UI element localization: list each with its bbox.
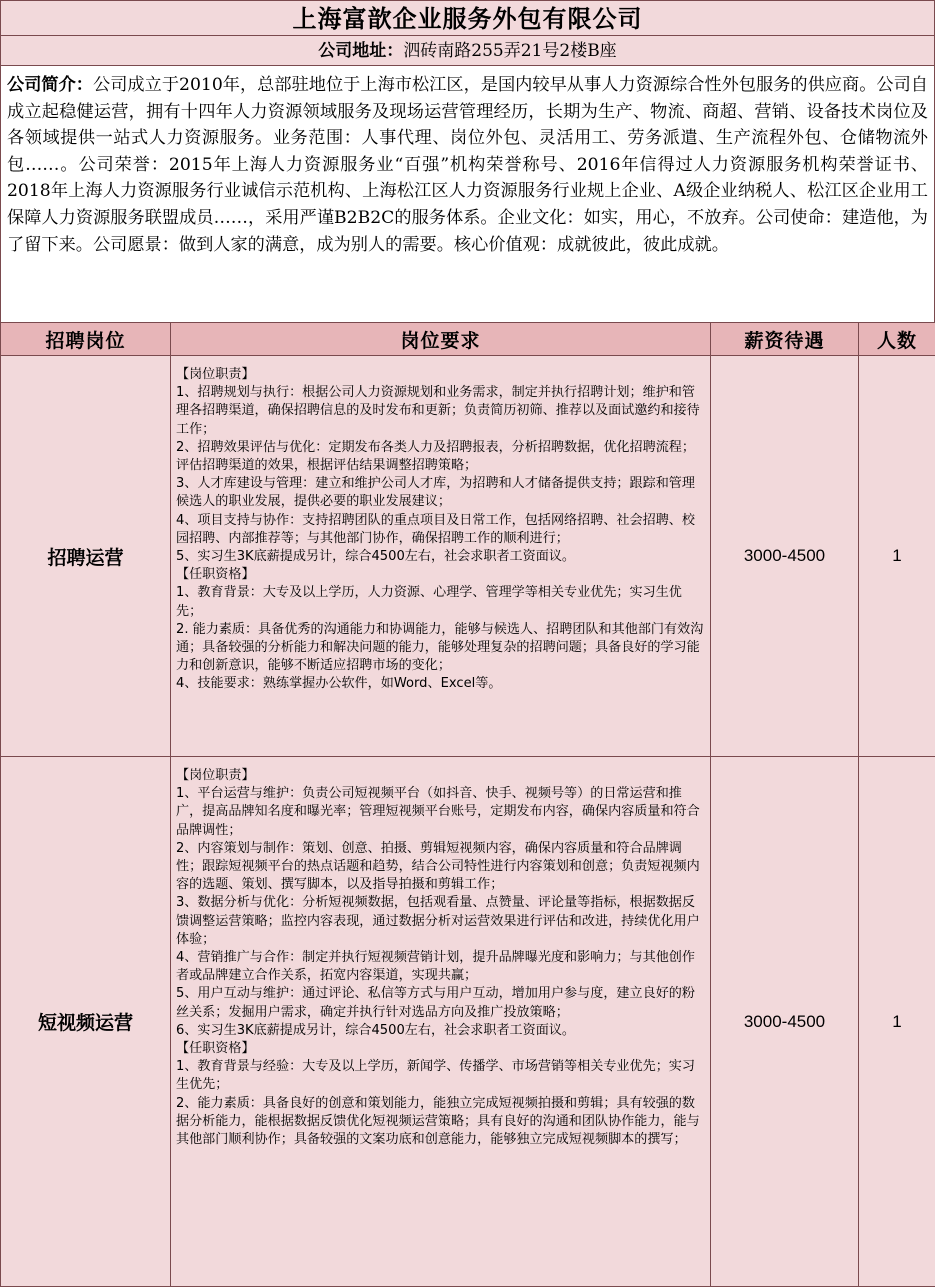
address-value: 泗砖南路255弄21号2楼B座: [403, 41, 616, 61]
address-label: 公司地址：: [318, 41, 403, 61]
requirement-line: 【岗位职责】: [176, 767, 707, 785]
company-intro: [0, 66, 935, 322]
requirement-line: 5、实习生3K底薪提成另计，综合4500左右，社会求职者工资面议。: [176, 548, 707, 566]
requirement-line: 5、用户互动与维护：通过评论、私信等方式与用户互动，增加用户参与度，建立良好的粉丝关系；发掘用户需求，确定并执行针对选品方向及推广投放策略；: [176, 985, 707, 1021]
job-salary: 3000-4500: [711, 757, 859, 1287]
requirement-line: 6、实习生3K底薪提成另计，综合4500左右，社会求职者工资面议。: [176, 1022, 707, 1040]
requirement-line: 2. 能力素质：具备优秀的沟通能力和协调能力，能够与候选人、招聘团队和其他部门有效沟通；具备较强的分析能力和解决问题的能力，能够处理复杂的招聘问题；具备良好的学习能力和创新意识，能够不断适应招聘市场的变化；: [176, 621, 707, 676]
requirement-line: 2、内容策划与制作：策划、创意、拍摄、剪辑短视频内容，确保内容质量和符合品牌调性；跟踪短视频平台的热点话题和趋势，结合公司特性进行内容策划和创意；负责短视频内容的选题、策划、撰写脚本，以及指导拍摄和剪辑工作；: [176, 840, 707, 895]
requirement-line: 【任职资格】: [176, 566, 707, 584]
header-salary: 薪资待遇: [711, 323, 859, 356]
requirement-line: 4、营销推广与合作：制定并执行短视频营销计划，提升品牌曝光度和影响力；与其他创作者或品牌建立合作关系，拓宽内容渠道，实现共赢；: [176, 949, 707, 985]
requirement-line: 1、教育背景：大专及以上学历，人力资源、心理学、管理学等相关专业优先；实习生优先；: [176, 584, 707, 620]
header-count: 人数: [859, 323, 935, 356]
requirement-line: 3、数据分析与优化：分析短视频数据，包括观看量、点赞量、评论量等指标，根据数据反馈调整运营策略；监控内容表现，通过数据分析对运营效果进行评估和改进，持续优化用户体验；: [176, 894, 707, 949]
header-position: 招聘岗位: [1, 323, 171, 356]
intro-label: 公司简介：: [7, 75, 93, 95]
requirement-line: 1、教育背景与经验：大专及以上学历，新闻学、传播学、市场营销等相关专业优先；实习生优先；: [176, 1058, 707, 1094]
intro-text: 公司成立于2010年，总部驻地位于上海市松江区，是国内较早从事人力资源综合性外包服务的供应商。公司自成立起稳健运营，拥有十四年人力资源领域服务及现场运营管理经历，长期为生产、物流、商超、营销、设备技术岗位及各领域提供一站式人力资源服务。业务范围：人事代理、岗位外包、灵活用工、劳务派遣、生产流程外包、仓储物流外包……。公司荣誉：2015年上海人力资源服务业“百强”机构荣誉称号、2016年信得过人力资源服务机构荣誉证书、2018年上海人力资源服务行业诚信示范机构、上海松江区人力资源服务行业规上企业、A级企业纳税人、松江区企业用工保障人力资源服务联盟成员……，采用严谨B2B2C的服务体系。企业文化：如实，用心，不放弃。公司使命：建造他，为了留下来。公司愿景：做到人家的满意，成为别人的需要。核心价值观：成就彼此，彼此成就。: [7, 75, 928, 255]
requirement-line: 【任职资格】: [176, 1040, 707, 1058]
requirement-line: 【岗位职责】: [176, 366, 707, 384]
job-requirements: [171, 757, 711, 1287]
jobs-table: [0, 322, 935, 1287]
table-header-row: [1, 323, 935, 356]
requirement-line: 3、人才库建设与管理：建立和维护公司人才库，为招聘和人才储备提供支持；跟踪和管理候选人的职业发展，提供必要的职业发展建议；: [176, 475, 707, 511]
job-count: 1: [859, 757, 935, 1287]
requirement-line: 4、技能要求：熟练掌握办公软件，如Word、Excel等。: [176, 675, 707, 693]
job-salary: 3000-4500: [711, 356, 859, 757]
company-name: 上海富歆企业服务外包有限公司: [0, 0, 935, 36]
table-row: [1, 757, 935, 1287]
company-address-row: [0, 36, 935, 66]
header-requirements: 岗位要求: [171, 323, 711, 356]
job-position: 短视频运营: [1, 757, 171, 1287]
requirement-line: 1、平台运营与维护：负责公司短视频平台（如抖音、快手、视频号等）的日常运营和推广，提高品牌知名度和曝光率；管理短视频平台账号，定期发布内容，确保内容质量和符合品牌调性；: [176, 785, 707, 840]
requirement-line: 2、招聘效果评估与优化：定期发布各类人力及招聘报表，分析招聘数据，优化招聘流程；评估招聘渠道的效果，根据评估结果调整招聘策略；: [176, 439, 707, 475]
requirement-line: 1、招聘规划与执行：根据公司人力资源规划和业务需求，制定并执行招聘计划；维护和管理各招聘渠道，确保招聘信息的及时发布和更新；负责简历初筛、推荐以及面试邀约和接待工作；: [176, 384, 707, 439]
requirement-line: 4、项目支持与协作：支持招聘团队的重点项目及日常工作，包括网络招聘、社会招聘、校园招聘、内部推荐等；与其他部门协作，确保招聘工作的顺利进行；: [176, 512, 707, 548]
requirement-line: 2、能力素质：具备良好的创意和策划能力，能独立完成短视频拍摄和剪辑；具有较强的数据分析能力，能根据数据反馈优化短视频运营策略；具有良好的沟通和团队协作能力，能与其他部门顺利协作；具备较强的文案功底和创意能力，能够独立完成短视频脚本的撰写；: [176, 1095, 707, 1150]
job-count: 1: [859, 356, 935, 757]
table-row: [1, 356, 935, 757]
job-position: 招聘运营: [1, 356, 171, 757]
job-requirements: [171, 356, 711, 757]
